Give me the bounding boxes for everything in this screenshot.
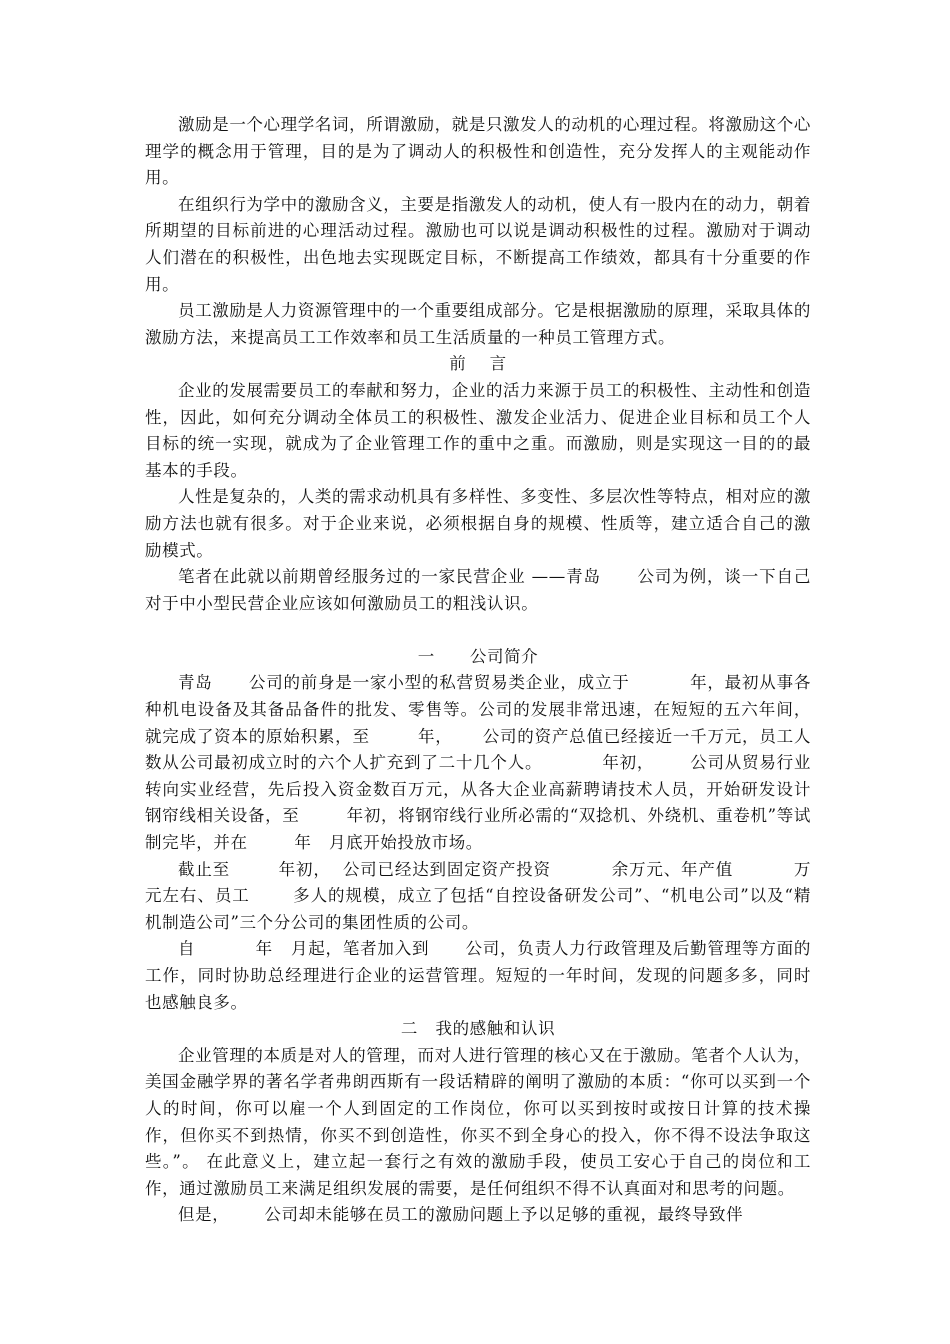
section-2-heading: 二 我的感触和认识 xyxy=(400,1019,556,1039)
section-1-paragraph-3: 自 年 月起，笔者加入到 公司，负责人力行政管理及后勤管理等方面的工作，同时协助总经理进行企业的运营管理。短短的一年时间，发现的问题多多，同时也感触良多。 xyxy=(145,939,811,1012)
section-1-paragraph-1: 青岛 公司的前身是一家小型的私营贸易类企业，成立于 年，最初从事各种机电设备及其备品备件的批发、零售等。公司的发展非常迅速，在短短的五六年间，就完成了资本的原始积累，至 年， 公司的资产总值已经接近一千万元，员工人数从公司最初成立时的六个人扩充到了二十几个人。 年初， 公司从贸易行业转向实业经营，先后投入资金数百万元，从各大企业高薪聘请技术人员，开始研发设计钢帘线相关设备，至 年初，将钢帘线行业所必需的“双捻机、外绕机、重卷机”等试制完毕，并在 年 月底开始投放市场。 xyxy=(145,673,811,853)
section-1-paragraph-2: 截止至 年初， 公司已经达到固定资产投资 余万元、年产值 万元左右、员工 多人的规模，成立了包括“自控设备研发公司”、“机电公司”以及“精机制造公司”三个分公司的集团性质的公司。 xyxy=(145,859,811,932)
preface-paragraph-3: 笔者在此就以前期曾经服务过的一家民营企业 ——青岛 公司为例，谈一下自己对于中小型民营企业应该如何激励员工的粗浅认识。 xyxy=(145,567,811,613)
section-2-paragraph-1: 企业管理的本质是对人的管理，而对人进行管理的核心又在于激励。笔者个人认为，美国金融学界的著名学者弗朗西斯有一段话精辟的阐明了激励的本质：“你可以买到一个人的时间，你可以雇一个人到固定的工作岗位，你可以买到按时或按日计算的技术操作，但你买不到热情，你买不到创造性，你买不到全身心的投入，你不得不设法争取这些。”。 在此意义上，建立起一套行之有效的激励手段，使员工安心于自己的岗位和工作，通过激励员工来满足组织发展的需要，是任何组织不得不认真面对和思考的问题。 xyxy=(145,1045,811,1198)
preface-paragraph-2: 人性是复杂的，人类的需求动机具有多样性、多变性、多层次性等特点，相对应的激励方法也就有很多。对于企业来说，必须根据自身的规模、性质等，建立适合自己的激励模式。 xyxy=(145,487,811,560)
preface-paragraph-1: 企业的发展需要员工的奉献和努力，企业的活力来源于员工的积极性、主动性和创造性，因此，如何充分调动全体员工的积极性、激发企业活力、促进企业目标和员工个人目标的统一实现，就成为了企业管理工作的重中之重。而激励，则是实现这一目的的最基本的手段。 xyxy=(145,380,811,480)
preface-heading: 前 言 xyxy=(449,354,507,374)
document-page xyxy=(145,112,811,1229)
section-2-paragraph-2: 但是， 公司却未能够在员工的激励问题上予以足够的重视，最终导致伴 xyxy=(178,1205,744,1225)
intro-paragraph-3: 员工激励是人力资源管理中的一个重要组成部分。它是根据激励的原理，采取具体的激励方法，来提高员工工作效率和员工生活质量的一种员工管理方式。 xyxy=(145,301,811,347)
section-1-heading: 一 公司简介 xyxy=(417,646,539,666)
blank-line xyxy=(145,617,811,644)
intro-paragraph-2: 在组织行为学中的激励含义，主要是指激发人的动机，使人有一股内在的动力，朝着所期望的目标前进的心理活动过程。激励也可以说是调动积极性的过程。激励对于调动人们潜在的积极性，出色地去实现既定目标，不断提高工作绩效，都具有十分重要的作用。 xyxy=(145,194,811,294)
intro-paragraph-1: 激励是一个心理学名词，所谓激励，就是只激发人的动机的心理过程。将激励这个心理学的概念用于管理，目的是为了调动人的积极性和创造性，充分发挥人的主观能动作用。 xyxy=(145,115,811,188)
